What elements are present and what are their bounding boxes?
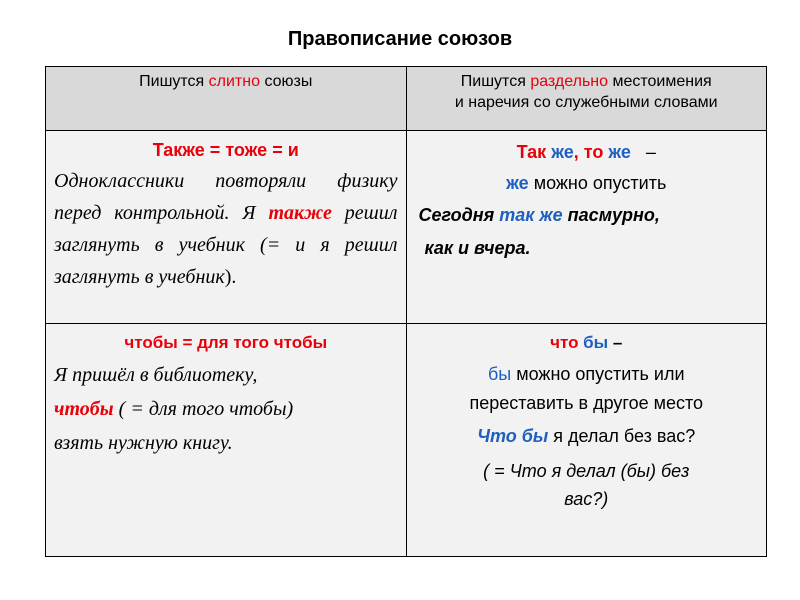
header-merged-spelling [46,67,407,131]
rule-tak-zhe [415,137,759,167]
example-chto-by-paraphrase-line1: ( = Что я делал (бы) без [483,461,690,481]
page-title: Правописание союзов [287,28,513,50]
example-tak-zhe-b: пасмурно, [562,205,660,225]
rule-chto-by-c: – [608,333,623,352]
rule-chto-by-a: что [550,333,579,352]
example-chtoby-highlight: чтобы [54,398,114,420]
cell-tak-zhe-separate [406,131,767,324]
header-right-pre: Пишутся [460,73,531,90]
example-chtoby-line2 [54,392,398,426]
example-takzhe [54,165,398,293]
rule-tak-zhe-a: Так [516,142,547,162]
rule-tak-zhe-e: – [630,142,656,162]
example-chto-by-paraphrase-line2: вас?) [564,489,609,509]
rule-chto-by [415,328,759,358]
header-left-highlight: слитно [208,73,260,90]
example-takzhe-part1: Одноклассники повторяли физику перед контрольной. Я [54,170,398,224]
example-tak-zhe-line1 [419,199,759,232]
table-header-row [46,67,767,131]
example-tak-zhe-a: Сегодня [418,205,500,225]
header-left-pre: Пишутся [139,73,209,90]
cell-chtoby-merged [46,324,407,557]
note-tak-zhe-rest: можно опустить [528,173,667,193]
header-right-highlight: раздельно [530,73,609,90]
example-chto-by [415,416,759,456]
note-chto-by-highlight: бы [487,364,512,384]
header-separate-spelling [406,67,767,131]
header-left-post: союзы [260,73,313,90]
note-chto-by-rest: можно опустить или [511,364,685,384]
rule-tak-zhe-d: же [603,142,631,162]
table-row-takzhe [46,131,767,324]
rule-takzhe: Также = тоже = и [152,140,299,160]
note-tak-zhe-highlight: же [506,173,529,193]
note-tak-zhe [415,169,759,197]
example-tak-zhe-line2: как и вчера. [424,238,531,258]
note-chto-by-line2: переставить в другое место [469,393,704,413]
example-chto-by-rest: я делал без вас? [548,426,696,446]
table-row-chtoby [46,324,767,557]
cell-takzhe-merged [46,131,407,324]
header-right-line2: и наречия со служебными словами [454,94,718,111]
rule-chto-by-b: бы [578,333,609,352]
header-right-post: местоимения [608,73,712,90]
note-chto-by-line1 [415,358,759,390]
example-chto-by-highlight: Что бы [477,426,549,446]
example-takzhe-end: ). [224,266,237,288]
example-chtoby-line1: Я пришёл в библиотеку, [54,364,258,386]
example-takzhe-part2: решил заглянуть в учебник (= и я решил заглянуть в учебник [54,202,398,288]
example-chtoby-line3: взять нужную книгу. [54,432,233,454]
example-tak-zhe-highlight: так же [499,205,563,225]
rule-tak-zhe-c: , то [573,142,604,162]
example-chtoby-rest: ( = для того чтобы) [113,398,294,420]
rule-chtoby: чтобы = для того чтобы [124,333,328,352]
rule-tak-zhe-b: же [546,142,574,162]
cell-chto-by-separate [406,324,767,557]
example-takzhe-highlight: также [268,202,332,224]
conjunction-rules-table [45,66,767,557]
